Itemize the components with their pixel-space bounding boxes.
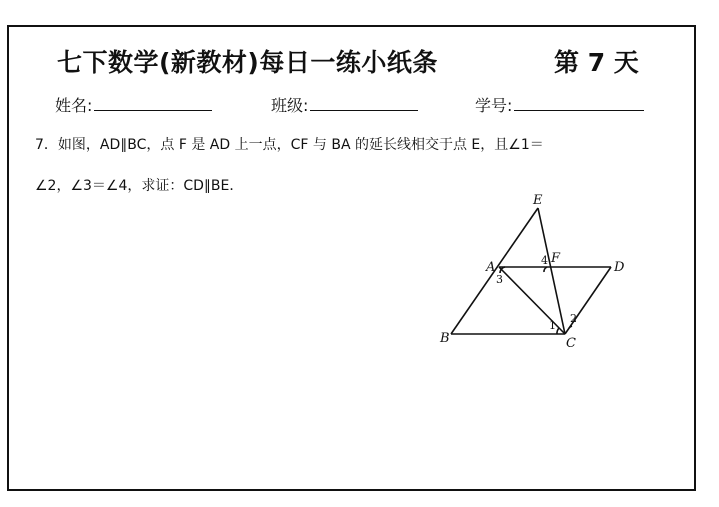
problem-line-1: 7．如图，AD∥BC，点 F 是 AD 上一点，CF 与 BA 的延长线相交于点 E，且∠1＝ [35,137,544,153]
label-e: E [533,193,543,208]
angle-1-arc [557,328,559,334]
label-a: A [486,260,496,275]
angle-4-label: 4 [541,254,548,267]
name-label: 姓名: [55,96,93,115]
angle-3-label: 3 [496,273,503,286]
page-title: 七下数学(新教材)每日一练小纸条 [57,48,438,77]
class-blank[interactable] [310,96,418,111]
name-field [55,93,212,116]
geometry-figure [437,192,677,352]
id-field [475,93,644,116]
id-blank[interactable] [514,96,644,111]
class-label: 班级: [271,96,309,115]
class-field [271,93,418,116]
label-c: C [566,336,576,351]
label-d: D [614,260,625,275]
label-b: B [440,331,450,346]
angle-1-label: 1 [549,319,556,332]
name-blank[interactable] [94,96,212,111]
angle-2-label: 2 [570,312,577,325]
problem-line-2: ∠2，∠3＝∠4，求证：CD∥BE． [35,178,244,194]
worksheet-card [7,25,696,491]
id-label: 学号: [475,96,513,115]
label-f: F [551,251,561,266]
day-label: 第 7 天 [554,48,639,77]
segment-ec [538,208,565,334]
